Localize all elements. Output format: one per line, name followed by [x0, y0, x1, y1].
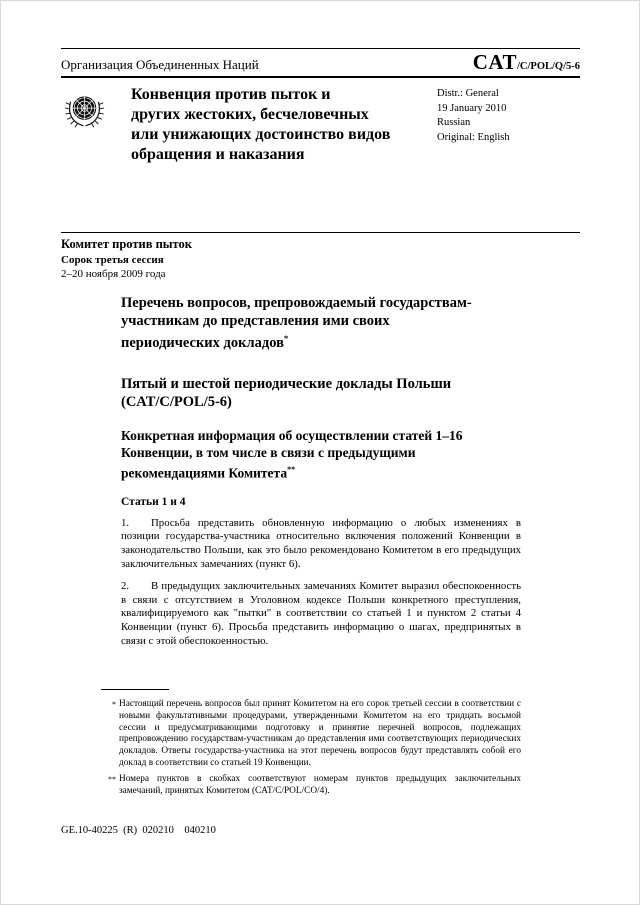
original-language-line: Original: English — [437, 131, 510, 143]
list-of-issues-heading — [121, 295, 521, 352]
footnotes-separator — [101, 689, 169, 690]
footnote-marker: ** — [108, 774, 116, 784]
doc-symbol — [473, 50, 580, 75]
document-header — [61, 49, 580, 75]
convention-title-line: или унижающих достоинство видов — [131, 126, 391, 143]
session-title: Сорок третья сессия — [61, 254, 164, 266]
heading-line: (CAT/C/POL/5-6) — [121, 393, 232, 410]
committee-block — [61, 238, 192, 281]
footnote — [101, 699, 521, 770]
convention-title-line: Конвенция против пыток и — [131, 86, 331, 103]
convention-title-line: обращения и наказания — [131, 146, 305, 163]
footnote-reference-double-asterisk: ** — [287, 465, 296, 475]
paragraph — [121, 580, 521, 648]
heading-line: участникам до представления ими своих — [121, 312, 390, 329]
footnote-text: Номера пунктов в скобках соответствуют номерам пунктов предыдущих заключительных замечаний, принятых Комитетом (CAT/C/POL/CO/4). — [119, 773, 521, 796]
heading-line: периодических докладов — [121, 334, 284, 351]
committee-name: Комитет против пыток — [61, 237, 192, 251]
session-dates: 2–20 ноября 2009 года — [61, 268, 166, 280]
heading-line: рекомендациями Комитета — [121, 465, 288, 481]
paragraph-text: В предыдущих заключительных замечаниях Комитет выразил обеспокоенность в связи с отсутствием в Уголовном кодексе Польши конкретного преступления, квалифицируемого как "пытки" в соответствии со статьей 1 и пунктом 2 статьи 4 Конвенции (пункт 6). Просьба представить информацию о шагах, предпринятых в связи с этой обеспокоенностью. — [121, 580, 521, 647]
distribution-block — [437, 85, 582, 145]
language-line: Russian — [437, 117, 471, 128]
heading-line: Перечень вопросов, препровождаемый государствам- — [121, 295, 472, 311]
heading-line: Пятый и шестой периодические доклады Польши — [121, 376, 452, 393]
footnote-marker: * — [112, 700, 116, 709]
heading-line: Конвенции, в том числе в связи с предыдущими — [121, 445, 416, 461]
header-thick-rule — [61, 76, 580, 78]
periodic-reports-heading — [121, 376, 521, 411]
distr-line: Distr.: General — [437, 88, 499, 99]
doc-symbol-suffix: /C/POL/Q/5-6 — [517, 61, 580, 72]
paragraph — [121, 517, 521, 571]
section-divider-rule — [61, 232, 580, 233]
un-emblem-graphic — [61, 89, 108, 136]
footnote-reference-asterisk: * — [283, 333, 289, 343]
heading-line: Конкретная информация об осуществлении статей 1–16 — [121, 428, 463, 444]
convention-title — [131, 85, 437, 165]
footer-doc-code: GE.10-40225 (R) 020210 040210 — [61, 825, 216, 836]
date-line: 19 January 2010 — [437, 102, 507, 114]
footnote-text: Настоящий перечень вопросов был принят Комитетом на его сорок третьей сессии в соответствии с новыми факультативными процедурами, утвержденными Комитетом на его тридцать восьмой сессии и предусматривающими подготовку и принятие перечней вопросов, подлежащих препровождению государствам-участникам до представления ими соответствующих периодических докладов. Ответы государства-участника на этот перечень вопросов будут представлять собой его доклад в соответствии со статьей 19 Конвенции. — [119, 699, 521, 768]
paragraph-number: 1. — [121, 516, 130, 529]
masthead — [61, 85, 582, 165]
un-emblem — [61, 85, 131, 141]
doc-symbol-main: CAT — [472, 50, 517, 74]
footnotes-section — [101, 689, 521, 801]
main-content — [121, 295, 521, 657]
paragraph-number: 2. — [121, 580, 130, 593]
un-org-name: Организация Объединенных Наций — [61, 57, 259, 72]
convention-title-line: других жестоких, бесчеловечных — [131, 106, 369, 123]
articles-subheading: Статьи 1 и 4 — [121, 495, 186, 508]
footnote — [101, 774, 521, 798]
specific-information-heading — [121, 427, 521, 482]
paragraph-text: Просьба представить обновленную информацию о любых изменениях в позиции государства-участника относительно включения положений Конвенции в законодательство Польши, как это было рекомендовано Комитетом в его предыдущих заключительных замечаниях (пункт 6). — [121, 516, 521, 570]
